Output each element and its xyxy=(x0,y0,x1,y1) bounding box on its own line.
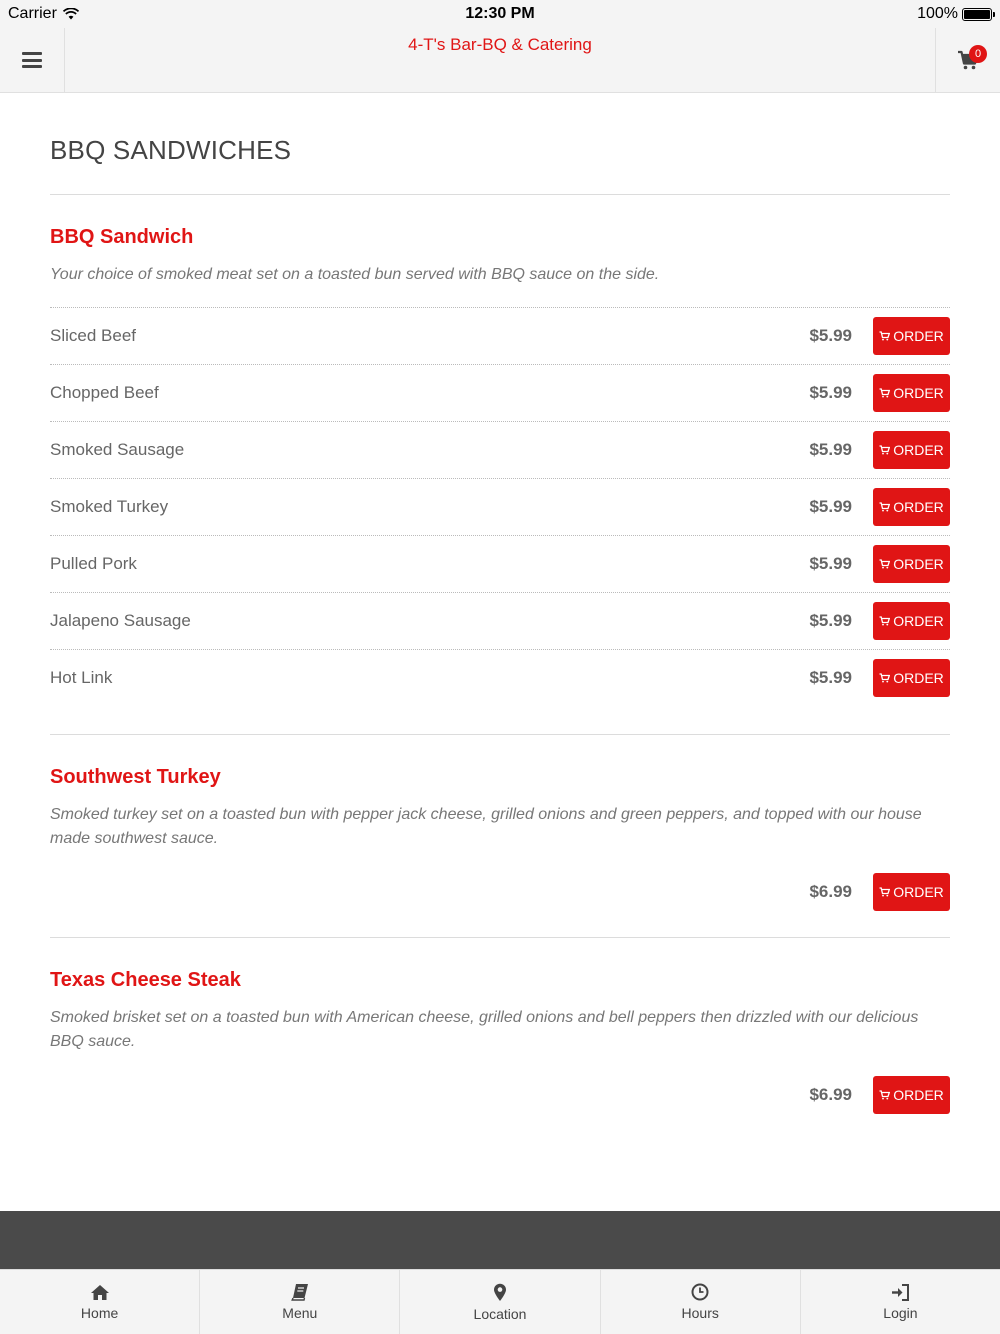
price-row xyxy=(50,873,950,937)
order-button[interactable] xyxy=(873,488,950,526)
cart-count-badge: 0 xyxy=(969,45,987,63)
tab-label: Hours xyxy=(681,1305,719,1321)
variant-price: $5.99 xyxy=(809,383,852,402)
cart-icon xyxy=(879,673,890,683)
order-button[interactable] xyxy=(873,317,950,355)
order-button[interactable] xyxy=(873,873,950,911)
variant-row xyxy=(50,421,950,478)
order-button[interactable] xyxy=(873,374,950,412)
variant-price: $5.99 xyxy=(809,668,852,687)
book-icon xyxy=(291,1283,309,1301)
status-bar xyxy=(0,0,1000,28)
variant-name: Sliced Beef xyxy=(50,326,136,345)
order-label: ORDER xyxy=(893,1087,944,1103)
item-name: BBQ Sandwich xyxy=(50,226,194,248)
order-label: ORDER xyxy=(893,385,944,401)
tab-label: Location xyxy=(473,1305,527,1322)
cart-icon xyxy=(879,559,890,569)
variant-price: $5.99 xyxy=(809,440,852,459)
login-icon xyxy=(891,1284,910,1301)
clock-time: 12:30 PM xyxy=(465,5,535,22)
cart-icon xyxy=(879,445,890,455)
tab-login[interactable] xyxy=(801,1270,1000,1334)
battery-indicator xyxy=(917,5,992,23)
item-price: $6.99 xyxy=(809,882,852,901)
carrier-label: Carrier xyxy=(8,5,57,22)
order-button[interactable] xyxy=(873,545,950,583)
variant-row xyxy=(50,592,950,649)
variant-price: $5.99 xyxy=(809,611,852,630)
price-row xyxy=(50,1076,950,1140)
order-button[interactable] xyxy=(873,431,950,469)
variant-row xyxy=(50,364,950,421)
item-name: Texas Cheese Steak xyxy=(50,969,241,991)
tab-location[interactable] xyxy=(400,1270,600,1334)
cart-icon xyxy=(879,616,890,626)
order-button[interactable] xyxy=(873,602,950,640)
variant-name: Pulled Pork xyxy=(50,554,137,573)
variant-name: Chopped Beef xyxy=(50,383,159,402)
variant-price: $5.99 xyxy=(809,554,852,573)
order-label: ORDER xyxy=(893,499,944,515)
order-label: ORDER xyxy=(893,670,944,686)
tab-home[interactable] xyxy=(0,1270,200,1334)
variant-price: $5.99 xyxy=(809,326,852,345)
tab-hours[interactable] xyxy=(601,1270,801,1334)
cart-icon xyxy=(879,388,890,398)
battery-icon xyxy=(962,8,992,21)
app-header xyxy=(0,28,1000,93)
order-label: ORDER xyxy=(893,442,944,458)
menu-content xyxy=(50,93,950,1140)
section-title: BBQ SANDWICHES xyxy=(50,93,950,195)
order-label: ORDER xyxy=(893,328,944,344)
item-description: Smoked turkey set on a toasted bun with pepper jack cheese, grilled onions and green peppers, and topped with our house made southwest sauce. xyxy=(50,806,922,847)
item-name: Southwest Turkey xyxy=(50,766,221,788)
item-description: Your choice of smoked meat set on a toasted bun served with BBQ sauce on the side. xyxy=(50,266,660,283)
order-label: ORDER xyxy=(893,556,944,572)
variant-row xyxy=(50,649,950,706)
cart-icon xyxy=(879,887,890,897)
tab-menu[interactable] xyxy=(200,1270,400,1334)
variant-row xyxy=(50,307,950,364)
map-pin-icon xyxy=(493,1283,507,1302)
variant-list xyxy=(50,307,950,734)
variant-name: Smoked Turkey xyxy=(50,497,169,516)
variant-name: Jalapeno Sausage xyxy=(50,611,191,630)
home-icon xyxy=(90,1284,110,1301)
cart-icon xyxy=(879,331,890,341)
page-footer xyxy=(0,1211,1000,1269)
tab-label: Home xyxy=(80,1304,119,1321)
battery-percent: 100% xyxy=(917,5,958,22)
order-label: ORDER xyxy=(893,884,944,900)
order-button[interactable] xyxy=(873,1076,950,1114)
order-button[interactable] xyxy=(873,659,950,697)
cart-icon xyxy=(879,502,890,512)
tab-label: Login xyxy=(883,1304,918,1321)
order-label: ORDER xyxy=(893,613,944,629)
variant-price: $5.99 xyxy=(809,497,852,516)
variant-name: Hot Link xyxy=(50,668,113,687)
tab-label: Menu xyxy=(282,1305,318,1321)
variant-name: Smoked Sausage xyxy=(50,440,185,459)
restaurant-title[interactable]: 4-T's Bar-BQ & Catering xyxy=(408,35,592,54)
menu-item xyxy=(50,226,950,735)
cart-button[interactable] xyxy=(935,28,1000,92)
cart-icon xyxy=(879,1090,890,1100)
bottom-tab-bar xyxy=(0,1269,1000,1334)
variant-row xyxy=(50,478,950,535)
menu-item xyxy=(50,766,950,938)
variant-row xyxy=(50,535,950,592)
item-description: Smoked brisket set on a toasted bun with American cheese, grilled onions and bell peppers then drizzled with our delicious BBQ sauce. xyxy=(50,1009,919,1050)
menu-item xyxy=(50,969,950,1140)
item-price: $6.99 xyxy=(809,1085,852,1104)
clock-icon xyxy=(691,1283,709,1301)
